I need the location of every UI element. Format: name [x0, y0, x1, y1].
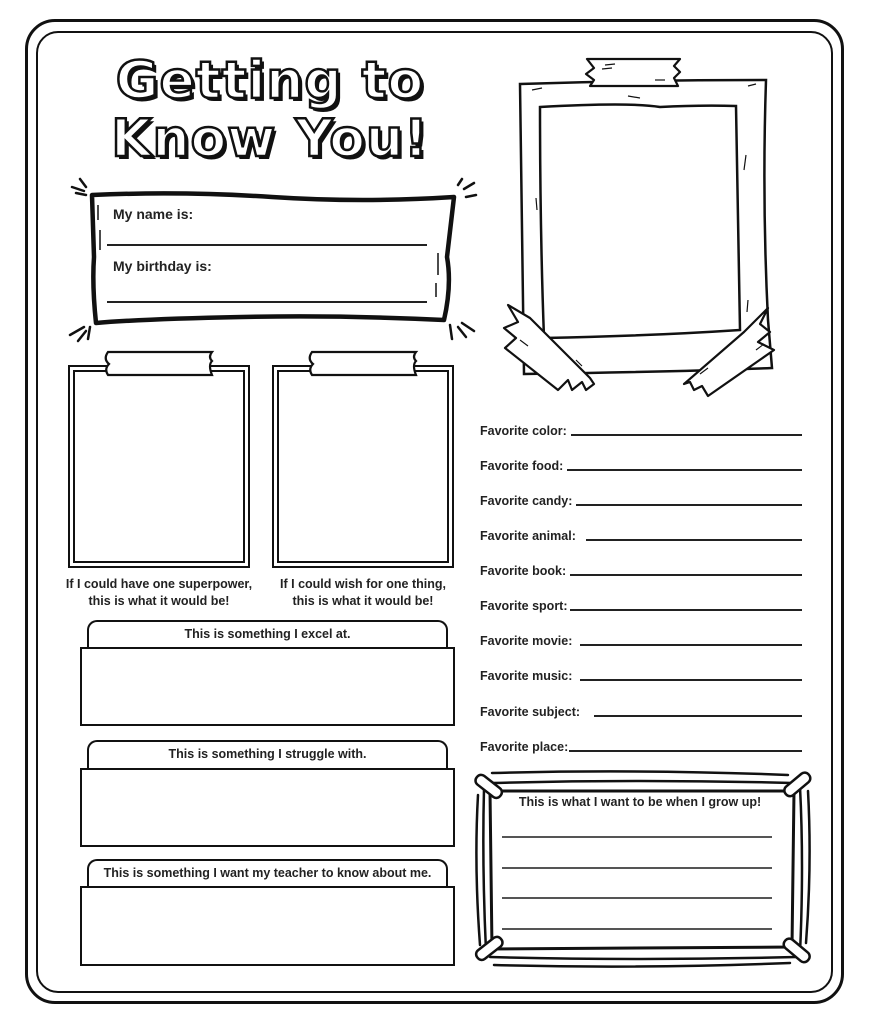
- favorite-sport-row[interactable]: Favorite sport:: [480, 593, 802, 613]
- grow-up-line-1[interactable]: [502, 836, 772, 838]
- birthday-input-line[interactable]: [107, 301, 427, 303]
- favorite-candy-row[interactable]: Favorite candy:: [480, 488, 802, 508]
- superpower-caption: If I could have one superpower, this is what it would be!: [65, 577, 253, 608]
- grow-up-heading: This is what I want to be when I grow up!: [518, 795, 762, 809]
- favorite-place-line[interactable]: [569, 750, 802, 752]
- grow-up-line-2[interactable]: [502, 867, 772, 869]
- favorite-movie-row[interactable]: Favorite movie:: [480, 628, 802, 648]
- teacher-know-answer-area[interactable]: [80, 886, 455, 966]
- teacher-know-heading: This is something I want my teacher to know about me.: [87, 859, 448, 887]
- favorite-subject-line[interactable]: [594, 715, 802, 717]
- tape-decoration: [304, 349, 422, 379]
- teacher-know-box: [80, 859, 455, 966]
- favorite-animal-row[interactable]: Favorite animal:: [480, 523, 802, 543]
- name-label: My name is:: [113, 206, 194, 222]
- superpower-drawing-frame[interactable]: [68, 365, 250, 568]
- title-line-1: Getting to: [115, 51, 425, 111]
- favorite-animal-line[interactable]: [586, 539, 802, 541]
- excel-at-answer-area[interactable]: [80, 647, 455, 726]
- worksheet-title: [70, 52, 470, 168]
- favorite-book-row[interactable]: Favorite book:: [480, 558, 802, 578]
- struggle-with-answer-area[interactable]: [80, 768, 455, 847]
- excel-at-box: [80, 620, 455, 726]
- favorite-food-line[interactable]: [567, 469, 802, 471]
- title-line-2: Know You!: [111, 109, 429, 169]
- birthday-label: My birthday is:: [113, 258, 212, 274]
- favorite-book-line[interactable]: [570, 574, 802, 576]
- struggle-with-box: [80, 740, 455, 847]
- tape-decoration: [100, 349, 218, 379]
- grow-up-line-4[interactable]: [502, 928, 772, 930]
- photo-frame[interactable]: [490, 50, 790, 400]
- favorite-subject-row[interactable]: Favorite subject:: [480, 699, 802, 719]
- name-input-line[interactable]: [107, 244, 427, 246]
- struggle-with-heading: This is something I struggle with.: [87, 740, 448, 768]
- favorite-place-row[interactable]: Favorite place:: [480, 734, 802, 754]
- favorite-color-row[interactable]: Favorite color:: [480, 418, 802, 438]
- favorite-sport-line[interactable]: [570, 609, 802, 611]
- wish-drawing-frame[interactable]: [272, 365, 454, 568]
- wish-caption: If I could wish for one thing, this is what it would be!: [280, 577, 446, 608]
- favorite-music-line[interactable]: [580, 679, 802, 681]
- favorite-movie-line[interactable]: [580, 644, 802, 646]
- favorite-music-row[interactable]: Favorite music:: [480, 663, 802, 683]
- favorite-color-line[interactable]: [571, 434, 802, 436]
- favorite-food-row[interactable]: Favorite food:: [480, 453, 802, 473]
- favorite-candy-line[interactable]: [576, 504, 802, 506]
- excel-at-heading: This is something I excel at.: [87, 620, 448, 648]
- grow-up-line-3[interactable]: [502, 897, 772, 899]
